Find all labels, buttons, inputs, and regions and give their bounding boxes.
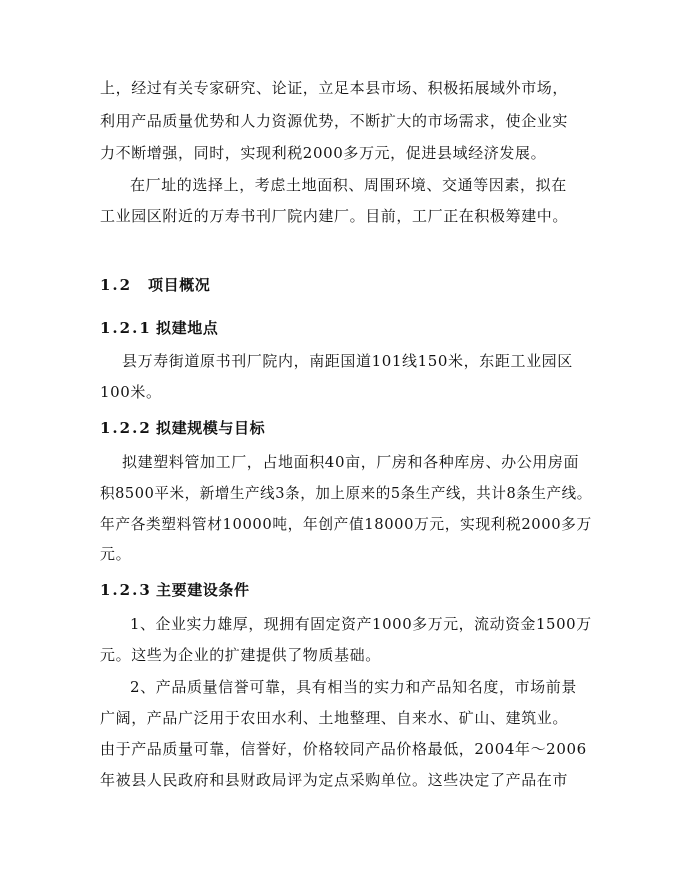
intro-line-5: 工业园区附近的万寿书刊厂院内建厂。目前，工厂正在积极筹建中。 [100, 207, 569, 225]
intro-line-4: 在厂址的选择上，考虑土地面积、周围环境、交通等因素，拟在 [130, 176, 567, 194]
section-heading-1-2-1 [100, 318, 218, 338]
scale-line-2: 积8500平米，新增生产线3条，加上原来的5条生产线，共计8条生产线。 [100, 484, 592, 502]
section-title: 项目概况 [148, 276, 211, 294]
section-title: 拟建规模与目标 [156, 419, 266, 437]
section-number: 1.2 [100, 276, 133, 294]
scale-line-4: 元。 [100, 545, 132, 563]
scale-line-1: 拟建塑料管加工厂，占地面积40亩，厂房和各种库房、办公用房面 [122, 453, 580, 471]
conditions-line-4: 广阔，产品广泛用于农田水利、土地整理、自来水、矿山、建筑业。 [100, 709, 569, 727]
conditions-line-3: 2、产品质量信誉可靠，具有相当的实力和产品知名度，市场前景 [130, 678, 577, 696]
intro-line-1: 上，经过有关专家研究、论证，立足本县市场、积极拓展域外市场， [100, 79, 569, 97]
intro-line-2: 利用产品质量优势和人力资源优势，不断扩大的市场需求，使企业实 [100, 112, 569, 130]
section-heading-1-2-3 [100, 580, 250, 600]
section-title: 拟建地点 [156, 319, 219, 337]
conditions-line-2: 元。这些为企业的扩建提供了物质基础。 [100, 646, 381, 664]
section-title: 主要建设条件 [156, 581, 250, 599]
conditions-line-6: 年被县人民政府和县财政局评为定点采购单位。这些决定了产品在市 [100, 771, 569, 789]
section-number: 1.2.1 [100, 319, 152, 337]
conditions-line-1: 1、企业实力雄厚，现拥有固定资产1000多万元，流动资金1500万 [130, 615, 592, 633]
location-line-2: 100米。 [100, 383, 162, 401]
section-number: 1.2.2 [100, 419, 152, 437]
scale-line-3: 年产各类塑料管材10000吨，年创产值18000万元，实现利税2000多万 [100, 515, 592, 533]
location-line-1: 县万寿街道原书刊厂院内，南距国道101线150米，东距工业园区 [122, 352, 573, 370]
conditions-line-5: 由于产品质量可靠，信誉好，价格较同产品价格最低，2004年～2006 [100, 740, 587, 758]
section-heading-1-2-2 [100, 418, 265, 438]
section-heading-1-2 [100, 275, 210, 295]
intro-line-3: 力不断增强，同时，实现利税2000多万元，促进县域经济发展。 [100, 144, 547, 162]
section-number: 1.2.3 [100, 581, 152, 599]
